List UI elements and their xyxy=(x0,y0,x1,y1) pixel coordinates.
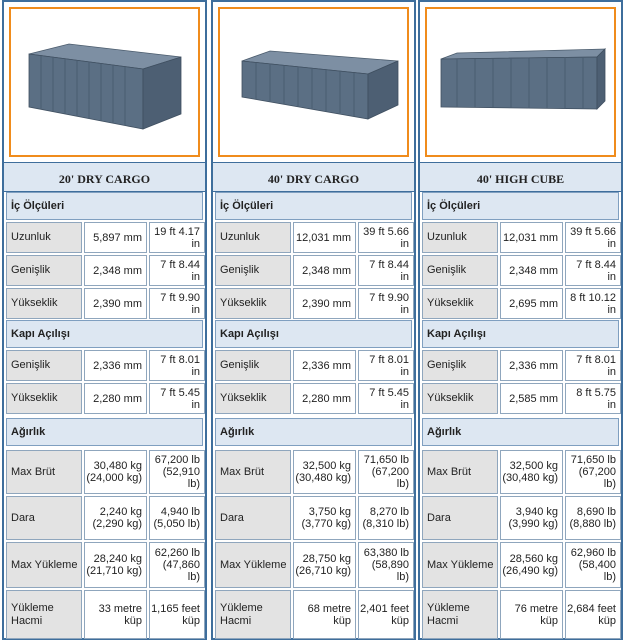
spec-imperial-value xyxy=(149,450,205,494)
spec-metric-text: 76 metre küp xyxy=(514,602,558,627)
container-column xyxy=(211,0,416,640)
spec-label-text: Max Brüt xyxy=(427,465,472,478)
spec-metric-value xyxy=(293,222,356,253)
spec-metric-value xyxy=(293,496,356,540)
spec-label-text: Uzunluk xyxy=(427,231,467,243)
spec-label xyxy=(422,383,498,414)
spec-imperial-text: 2,401 feet küp xyxy=(360,602,409,627)
spec-metric-text: 3,940 kg (3,990 kg) xyxy=(508,506,558,530)
spec-imperial-value xyxy=(358,288,414,319)
spec-label-text: Genişlik xyxy=(427,264,467,276)
spec-label xyxy=(215,383,291,414)
spec-imperial-value xyxy=(565,542,621,588)
spec-label-text: Max Yükleme xyxy=(11,558,78,571)
spec-label xyxy=(6,450,82,494)
spec-imperial-text: 7 ft 9.90 in xyxy=(369,291,409,316)
spec-label xyxy=(6,288,82,319)
spec-label-text: Max Brüt xyxy=(220,465,265,478)
spec-metric-value xyxy=(293,350,356,381)
spec-imperial-text: 67,200 lb (52,910 lb) xyxy=(154,454,200,490)
spec-metric-value xyxy=(500,222,563,253)
spec-label xyxy=(215,590,291,639)
section-heading: İç Ölçüleri xyxy=(6,192,203,220)
spec-label-text: Uzunluk xyxy=(11,231,51,243)
spec-imperial-value xyxy=(565,590,621,639)
spec-metric-text: 2,348 mm xyxy=(302,264,351,277)
spec-imperial-text: 8,270 lb (8,310 lb) xyxy=(362,506,409,530)
spec-imperial-value xyxy=(149,255,205,286)
spec-imperial-text: 8 ft 10.12 in xyxy=(570,291,616,316)
spec-metric-value xyxy=(84,383,147,414)
spec-imperial-value xyxy=(565,450,621,494)
container-title: 20' DRY CARGO xyxy=(4,162,205,192)
spec-imperial-value xyxy=(358,383,414,414)
spec-label xyxy=(215,350,291,381)
spec-imperial-text: 8,690 lb (8,880 lb) xyxy=(569,506,616,530)
spec-metric-value xyxy=(84,255,147,286)
spec-label xyxy=(422,450,498,494)
spec-label xyxy=(422,222,498,253)
spec-imperial-value xyxy=(149,590,205,639)
spec-label-text: Genişlik xyxy=(220,264,260,276)
spec-imperial-text: 7 ft 9.90 in xyxy=(160,291,200,316)
spec-label-text: Yükseklik xyxy=(427,392,474,404)
container-title: 40' HIGH CUBE xyxy=(420,162,621,192)
spec-label-text: Yükseklik xyxy=(220,297,267,309)
spec-label-text: Max Yükleme xyxy=(427,558,494,571)
spec-label-text: Yükleme Hacmi xyxy=(427,601,470,627)
spec-label-text: Max Yükleme xyxy=(220,558,287,571)
spec-metric-text: 12,031 mm xyxy=(502,231,558,244)
spec-metric-value xyxy=(84,496,147,540)
spec-metric-text: 2,336 mm xyxy=(93,359,142,372)
container-column xyxy=(2,0,207,640)
spec-label xyxy=(6,350,82,381)
spec-imperial-value xyxy=(358,450,414,494)
spec-metric-value xyxy=(293,450,356,494)
spec-imperial-text: 7 ft 8.44 in xyxy=(576,258,616,283)
spec-imperial-text: 39 ft 5.66 in xyxy=(363,225,409,250)
spec-metric-text: 3,750 kg (3,770 kg) xyxy=(301,506,351,530)
spec-metric-value xyxy=(84,222,147,253)
container-title: 40' DRY CARGO xyxy=(213,162,414,192)
spec-imperial-value xyxy=(565,496,621,540)
spec-label xyxy=(6,496,82,540)
spec-imperial-text: 39 ft 5.66 in xyxy=(570,225,616,250)
spec-imperial-value xyxy=(149,383,205,414)
spec-imperial-text: 7 ft 5.45 in xyxy=(369,386,409,411)
spec-metric-value xyxy=(500,496,563,540)
spec-imperial-value xyxy=(565,383,621,414)
spec-label xyxy=(422,350,498,381)
spec-metric-text: 2,390 mm xyxy=(93,297,142,310)
spec-imperial-text: 7 ft 8.01 in xyxy=(160,353,200,378)
spec-imperial-text: 4,940 lb (5,050 lb) xyxy=(153,506,200,530)
spec-label-text: Genişlik xyxy=(220,359,260,371)
spec-imperial-text: 2,684 feet küp xyxy=(567,602,616,627)
section-heading: İç Ölçüleri xyxy=(215,192,412,220)
spec-label xyxy=(422,288,498,319)
spec-metric-value xyxy=(500,288,563,319)
spec-label-text: Yükseklik xyxy=(220,392,267,404)
spec-label xyxy=(215,542,291,588)
spec-label xyxy=(215,222,291,253)
spec-imperial-text: 71,650 lb (67,200 lb) xyxy=(570,454,616,490)
spec-imperial-text: 62,260 lb (47,860 lb) xyxy=(154,547,200,583)
spec-label-text: Genişlik xyxy=(11,264,51,276)
spec-metric-value xyxy=(84,288,147,319)
spec-metric-text: 28,240 kg (21,710 kg) xyxy=(86,553,142,577)
spec-metric-text: 68 metre küp xyxy=(307,602,351,627)
spec-label xyxy=(6,255,82,286)
spec-metric-value xyxy=(84,590,147,639)
spec-imperial-text: 7 ft 8.44 in xyxy=(369,258,409,283)
spec-label-text: Max Brüt xyxy=(11,465,56,478)
container-photo xyxy=(425,7,616,157)
spec-label-text: Yükleme Hacmi xyxy=(220,601,263,627)
spec-imperial-value xyxy=(358,542,414,588)
section-heading: Ağırlık xyxy=(6,418,203,446)
container-photo xyxy=(9,7,200,157)
spec-metric-text: 2,585 mm xyxy=(509,392,558,405)
spec-metric-value xyxy=(293,255,356,286)
spec-imperial-value xyxy=(565,255,621,286)
spec-metric-value xyxy=(500,350,563,381)
spec-label xyxy=(215,496,291,540)
spec-label-text: Dara xyxy=(427,511,451,524)
spec-imperial-text: 1,165 feet küp xyxy=(151,602,200,627)
spec-metric-value xyxy=(84,450,147,494)
spec-label xyxy=(6,222,82,253)
spec-label-text: Uzunluk xyxy=(220,231,260,243)
spec-imperial-text: 7 ft 8.44 in xyxy=(160,258,200,283)
spec-imperial-value xyxy=(358,222,414,253)
spec-imperial-text: 62,960 lb (58,400 lb) xyxy=(570,547,616,583)
spec-metric-value xyxy=(293,288,356,319)
spec-metric-text: 28,750 kg (26,710 kg) xyxy=(295,553,351,577)
spec-imperial-value xyxy=(358,496,414,540)
spec-imperial-value xyxy=(149,350,205,381)
spec-metric-text: 12,031 mm xyxy=(295,231,351,244)
spec-imperial-text: 19 ft 4.17 in xyxy=(154,225,200,250)
spec-label-text: Dara xyxy=(220,511,244,524)
spec-metric-text: 30,480 kg (24,000 kg) xyxy=(86,460,142,484)
spec-metric-text: 2,348 mm xyxy=(509,264,558,277)
spec-metric-text: 2,336 mm xyxy=(302,359,351,372)
spec-label-text: Yükleme Hacmi xyxy=(11,601,54,627)
spec-metric-value xyxy=(84,350,147,381)
spec-label xyxy=(6,542,82,588)
container-photo xyxy=(218,7,409,157)
spec-metric-text: 2,280 mm xyxy=(302,392,351,405)
spec-imperial-value xyxy=(358,590,414,639)
spec-metric-text: 32,500 kg (30,480 kg) xyxy=(502,460,558,484)
spec-metric-text: 2,695 mm xyxy=(509,297,558,310)
spec-imperial-value xyxy=(149,542,205,588)
section-heading: Ağırlık xyxy=(215,418,412,446)
spec-label-text: Yükseklik xyxy=(11,297,58,309)
spec-metric-text: 28,560 kg (26,490 kg) xyxy=(502,553,558,577)
spec-label-text: Yükseklik xyxy=(427,297,474,309)
spec-imperial-text: 7 ft 8.01 in xyxy=(576,353,616,378)
spec-label xyxy=(422,255,498,286)
spec-imperial-value xyxy=(565,222,621,253)
section-heading: Ağırlık xyxy=(422,418,619,446)
spec-imperial-value xyxy=(149,288,205,319)
spec-metric-text: 2,240 kg (2,290 kg) xyxy=(92,506,142,530)
spec-metric-value xyxy=(293,383,356,414)
spec-metric-value xyxy=(500,255,563,286)
spec-imperial-text: 7 ft 5.45 in xyxy=(160,386,200,411)
spec-label-text: Genişlik xyxy=(11,359,51,371)
spec-imperial-value xyxy=(565,350,621,381)
section-heading: Kapı Açılışı xyxy=(422,320,619,348)
spec-imperial-text: 63,380 lb (58,890 lb) xyxy=(363,547,409,583)
spec-label-text: Genişlik xyxy=(427,359,467,371)
spec-metric-value xyxy=(293,590,356,639)
spec-metric-text: 33 metre küp xyxy=(98,602,142,627)
spec-metric-text: 2,348 mm xyxy=(93,264,142,277)
spec-metric-value xyxy=(500,542,563,588)
spec-label xyxy=(215,255,291,286)
spec-imperial-text: 7 ft 8.01 in xyxy=(369,353,409,378)
spec-label-text: Yükseklik xyxy=(11,392,58,404)
spec-imperial-value xyxy=(358,255,414,286)
spec-label xyxy=(422,496,498,540)
spec-imperial-value xyxy=(149,222,205,253)
spec-label xyxy=(215,288,291,319)
spec-metric-text: 5,897 mm xyxy=(93,231,142,244)
spec-imperial-value xyxy=(565,288,621,319)
spec-metric-value xyxy=(500,450,563,494)
section-heading: Kapı Açılışı xyxy=(215,320,412,348)
spec-metric-value xyxy=(500,383,563,414)
spec-imperial-value xyxy=(149,496,205,540)
spec-metric-text: 2,390 mm xyxy=(302,297,351,310)
spec-imperial-value xyxy=(358,350,414,381)
container-column xyxy=(418,0,623,640)
spec-metric-text: 2,280 mm xyxy=(93,392,142,405)
spec-metric-value xyxy=(293,542,356,588)
spec-metric-text: 32,500 kg (30,480 kg) xyxy=(295,460,351,484)
spec-label-text: Dara xyxy=(11,511,35,524)
spec-metric-value xyxy=(500,590,563,639)
spec-imperial-text: 8 ft 5.75 in xyxy=(576,386,616,411)
spec-metric-text: 2,336 mm xyxy=(509,359,558,372)
spec-label xyxy=(6,590,82,639)
spec-label xyxy=(422,542,498,588)
spec-label xyxy=(422,590,498,639)
spec-label xyxy=(215,450,291,494)
section-heading: Kapı Açılışı xyxy=(6,320,203,348)
spec-metric-value xyxy=(84,542,147,588)
section-heading: İç Ölçüleri xyxy=(422,192,619,220)
spec-label xyxy=(6,383,82,414)
spec-imperial-text: 71,650 lb (67,200 lb) xyxy=(363,454,409,490)
